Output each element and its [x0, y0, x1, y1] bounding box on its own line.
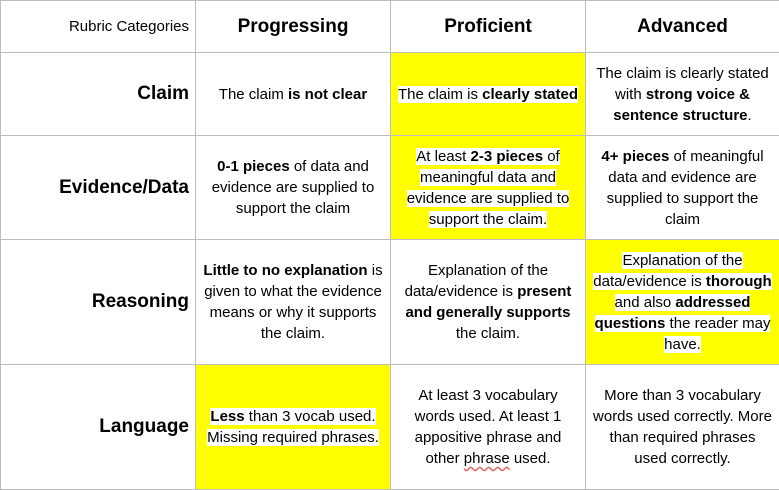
- text-run: More than 3 vocabulary words used correctly. More than required phrases used correctly.: [593, 387, 772, 467]
- bold-text: 0-1 pieces: [217, 158, 290, 175]
- cell-text: [407, 148, 570, 228]
- bold-text: Less: [210, 408, 244, 425]
- rubric-row-language: [1, 365, 779, 490]
- text-run: .: [748, 107, 752, 124]
- bold-text: present and generally supports: [405, 283, 571, 321]
- bold-text: Little to no explanation: [203, 262, 367, 279]
- evidence-advanced-cell: [586, 136, 779, 240]
- category-reasoning: Reasoning: [1, 240, 196, 365]
- rubric-row-claim: [1, 53, 779, 136]
- header-row: [1, 1, 779, 53]
- evidence-proficient-cell: [391, 136, 586, 240]
- text-run: At least 3 vocabulary words used. At least 1 appositive phrase and other: [415, 387, 562, 467]
- cell-text: [219, 86, 367, 103]
- level-proficient-heading: Proficient: [391, 1, 586, 53]
- cell-text: [601, 148, 763, 228]
- text-run: used.: [510, 450, 551, 467]
- text-run: and also: [615, 294, 676, 311]
- text-run: of meaningful data and evidence are supplied to support the claim: [607, 148, 764, 228]
- category-evidence-data: Evidence/Data: [1, 136, 196, 240]
- cell-text: [207, 408, 379, 446]
- evidence-progressing-cell: [196, 136, 391, 240]
- text-run: The claim is clearly stated with: [596, 65, 769, 103]
- language-progressing-cell: [196, 365, 391, 490]
- reasoning-proficient-cell: [391, 240, 586, 365]
- text-run: of data and evidence are supplied to support the claim: [212, 158, 375, 217]
- bold-text: clearly stated: [482, 86, 578, 103]
- text-run: Explanation of the data/evidence is: [405, 262, 548, 300]
- cell-text: [398, 86, 578, 103]
- cell-text: [212, 158, 375, 217]
- language-proficient-cell: [391, 365, 586, 490]
- claim-proficient-cell: [391, 53, 586, 136]
- claim-progressing-cell: [196, 53, 391, 136]
- reasoning-progressing-cell: [196, 240, 391, 365]
- cell-text: [593, 387, 772, 467]
- language-advanced-cell: [586, 365, 779, 490]
- text-run: At least: [416, 148, 470, 165]
- cell-text: [203, 262, 382, 342]
- text-run: The claim is: [398, 86, 482, 103]
- cell-text: [596, 65, 769, 124]
- cell-text: [593, 252, 771, 353]
- spellcheck-flagged-text: phrase: [464, 450, 510, 467]
- rubric-row-evidence: [1, 136, 779, 240]
- bold-text: thorough: [706, 273, 772, 290]
- text-run: The claim: [219, 86, 288, 103]
- rubric-categories-label: Rubric Categories: [1, 1, 196, 53]
- text-run: than 3 vocab used. Missing required phrases.: [207, 408, 379, 446]
- cell-text: [415, 387, 562, 467]
- text-run: the claim.: [456, 325, 520, 342]
- bold-text: strong voice & sentence structure: [613, 86, 750, 124]
- bold-text: addressed questions: [595, 294, 751, 332]
- cell-text: [405, 262, 572, 342]
- level-advanced-heading: Advanced: [586, 1, 779, 53]
- text-run: the reader may have.: [664, 315, 770, 353]
- category-claim: Claim: [1, 53, 196, 136]
- rubric-row-reasoning: [1, 240, 779, 365]
- reasoning-advanced-cell: [586, 240, 779, 365]
- bold-text: is not clear: [288, 86, 367, 103]
- category-language: Language: [1, 365, 196, 490]
- bold-text: 4+ pieces: [601, 148, 669, 165]
- claim-advanced-cell: [586, 53, 779, 136]
- text-run: is given to what the evidence means or why it supports the claim.: [204, 262, 382, 342]
- text-run: Explanation of the data/evidence is: [593, 252, 742, 290]
- text-run: of meaningful data and evidence are supplied to support the claim.: [407, 148, 570, 228]
- bold-text: 2-3 pieces: [470, 148, 543, 165]
- level-progressing-heading: Progressing: [196, 1, 391, 53]
